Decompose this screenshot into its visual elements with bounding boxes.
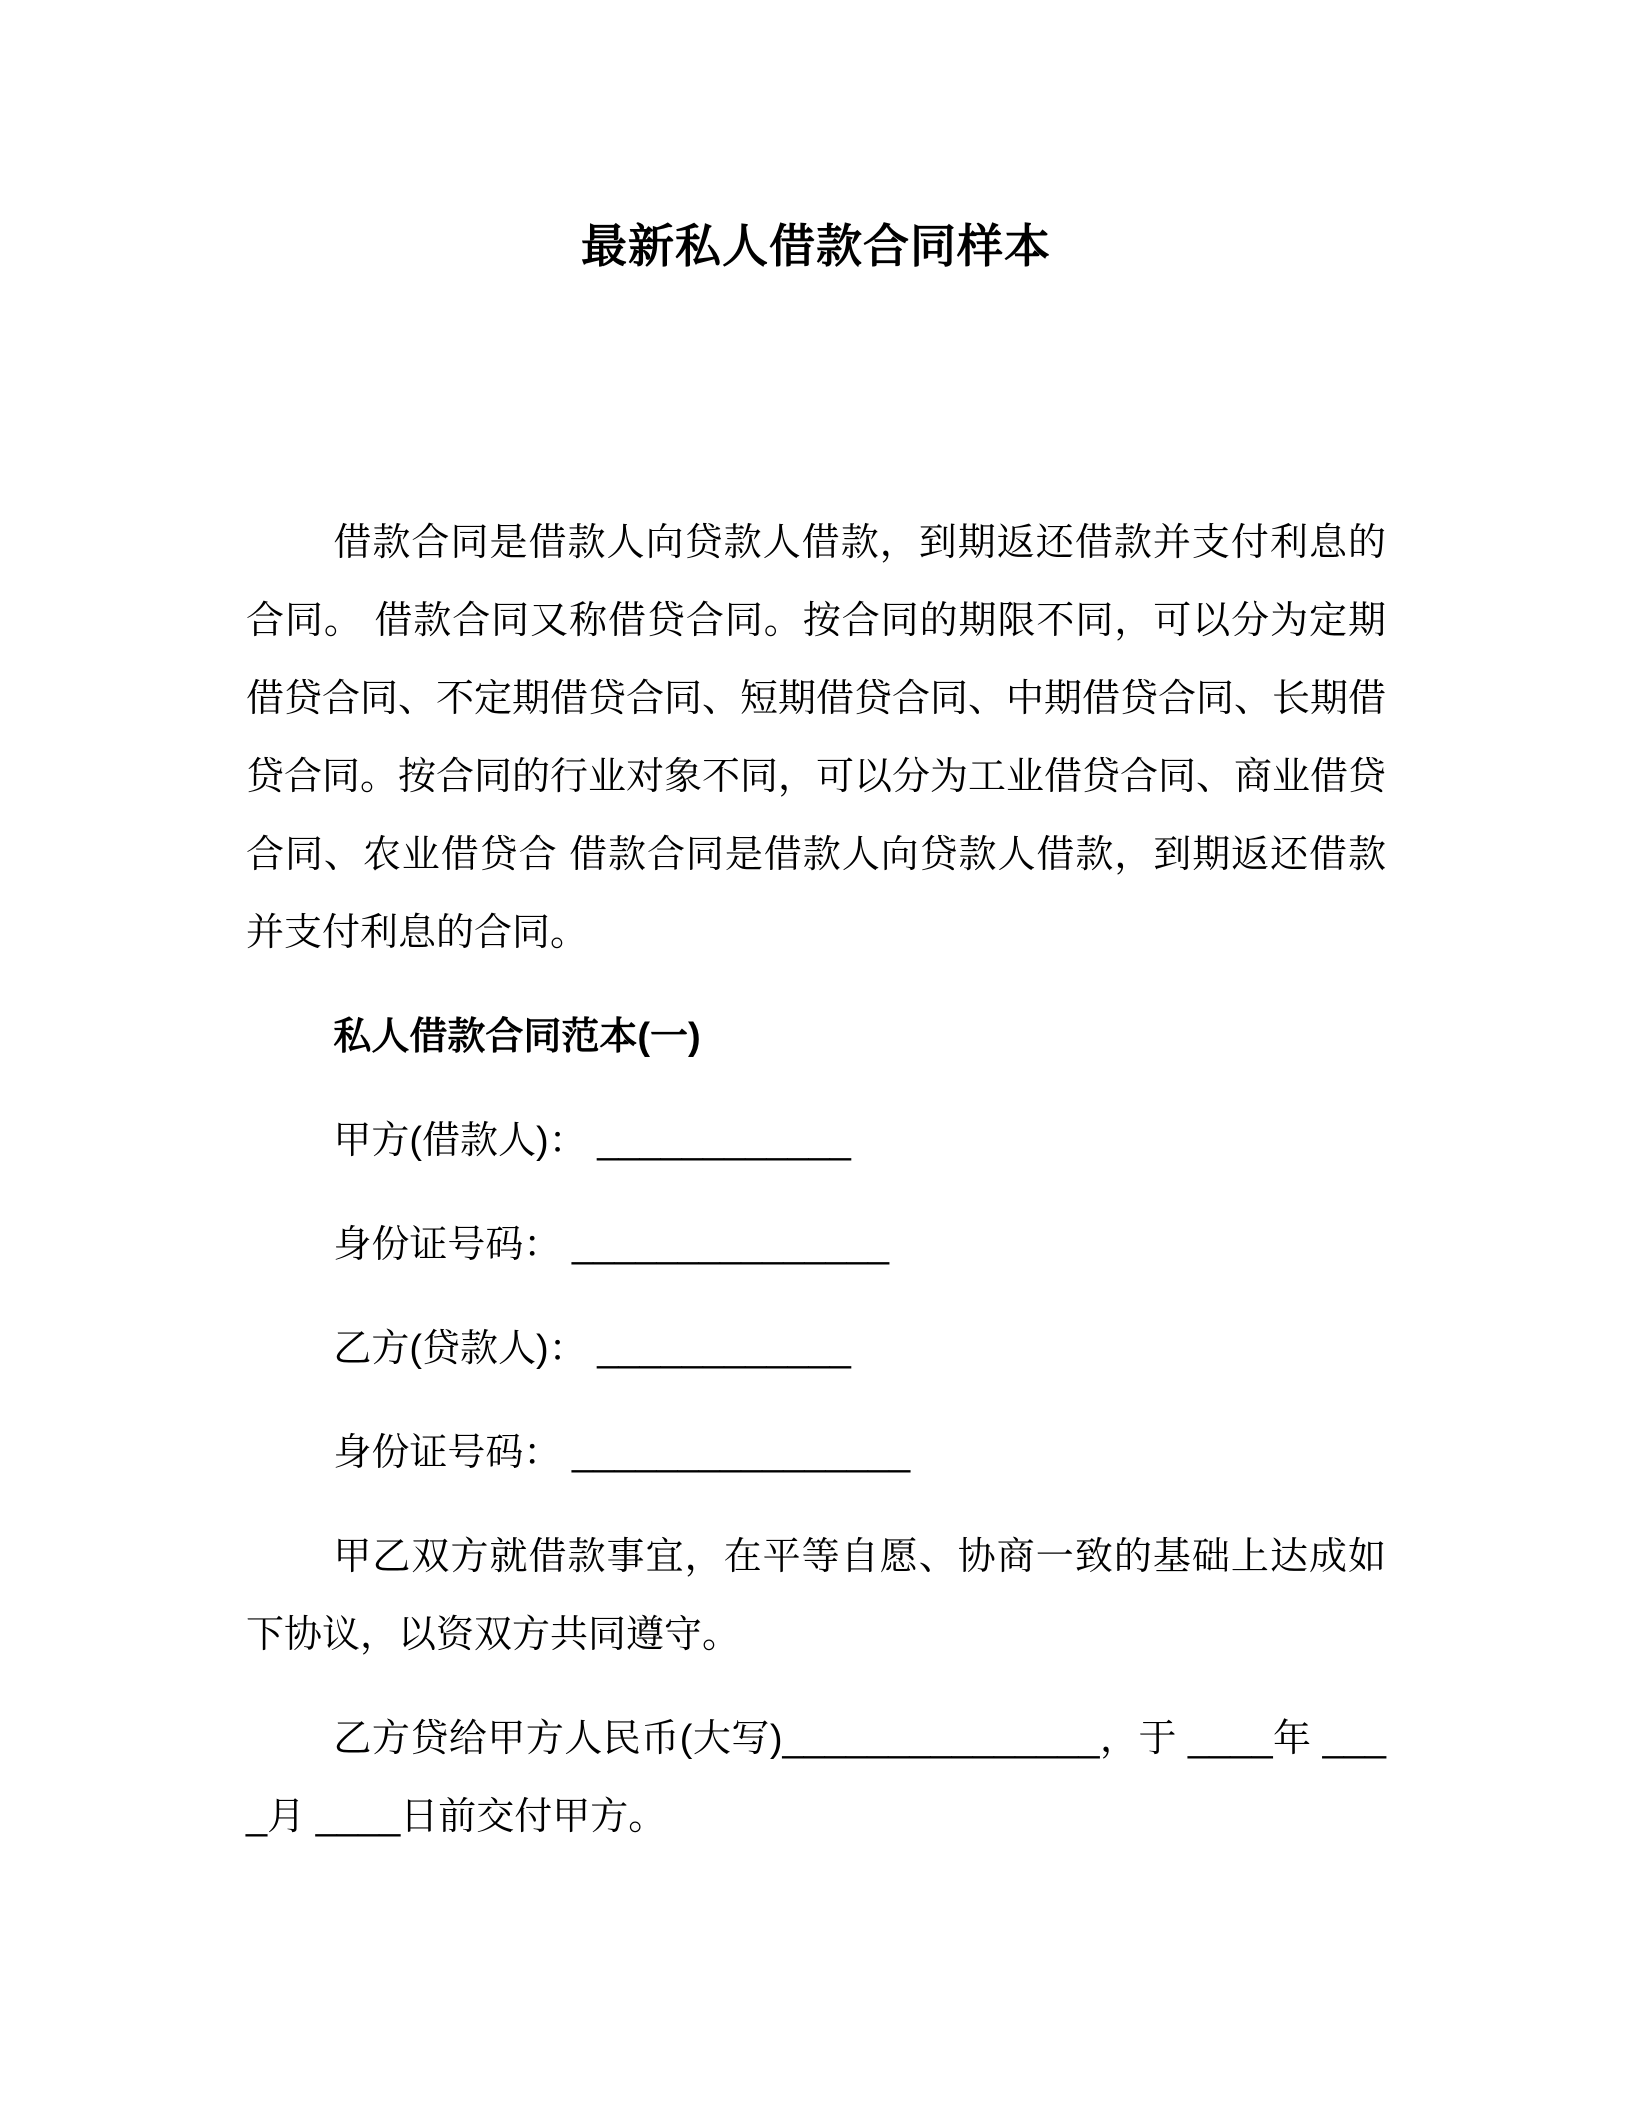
id-number-b-label: 身份证号码： (333, 1432, 572, 1474)
section-heading: 私人借款合同范本(一) (333, 1016, 701, 1058)
id-number-a-label: 身份证号码： (333, 1224, 572, 1266)
party-b-blank: ____________ (597, 1328, 851, 1370)
party-b-label: 乙方(贷款人)： (333, 1328, 598, 1370)
form-line-party-a (246, 1102, 1386, 1180)
party-a-label: 甲方(借款人)： (333, 1120, 598, 1162)
intro-paragraph: 借款合同是借款人向贷款人借款，到期返还借款并支付利息的合同。 借款合同又称借贷合同。按合同的期限不同，可以分为定期借贷合同、不定期借贷合同、短期借贷合同、中期借贷合同、长期借贷合同。按合同的行业对象不同，可以分为工业借贷合同、商业借贷合同、农业借贷合 借款合同是借款人向贷款人借款，到期返还借款并支付利息的合同。 (246, 522, 1387, 954)
id-number-b-blank: ________________ (571, 1432, 911, 1474)
loan-paragraph: 乙方贷给甲方人民币(大写)_______________，于 ____年 ____月 ____日前交付甲方。 (246, 1718, 1386, 1838)
form-line-party-b (246, 1310, 1386, 1388)
party-a-blank: ____________ (597, 1120, 851, 1162)
form-line-id-number-b (246, 1414, 1386, 1492)
form-line-id-number-a (246, 1206, 1386, 1284)
id-number-a-blank: _______________ (571, 1224, 889, 1266)
page-title: 最新私人借款合同样本 (581, 220, 1051, 272)
agreement-paragraph: 甲乙双方就借款事宜，在平等自愿、协商一致的基础上达成如下协议，以资双方共同遵守。 (246, 1536, 1386, 1656)
